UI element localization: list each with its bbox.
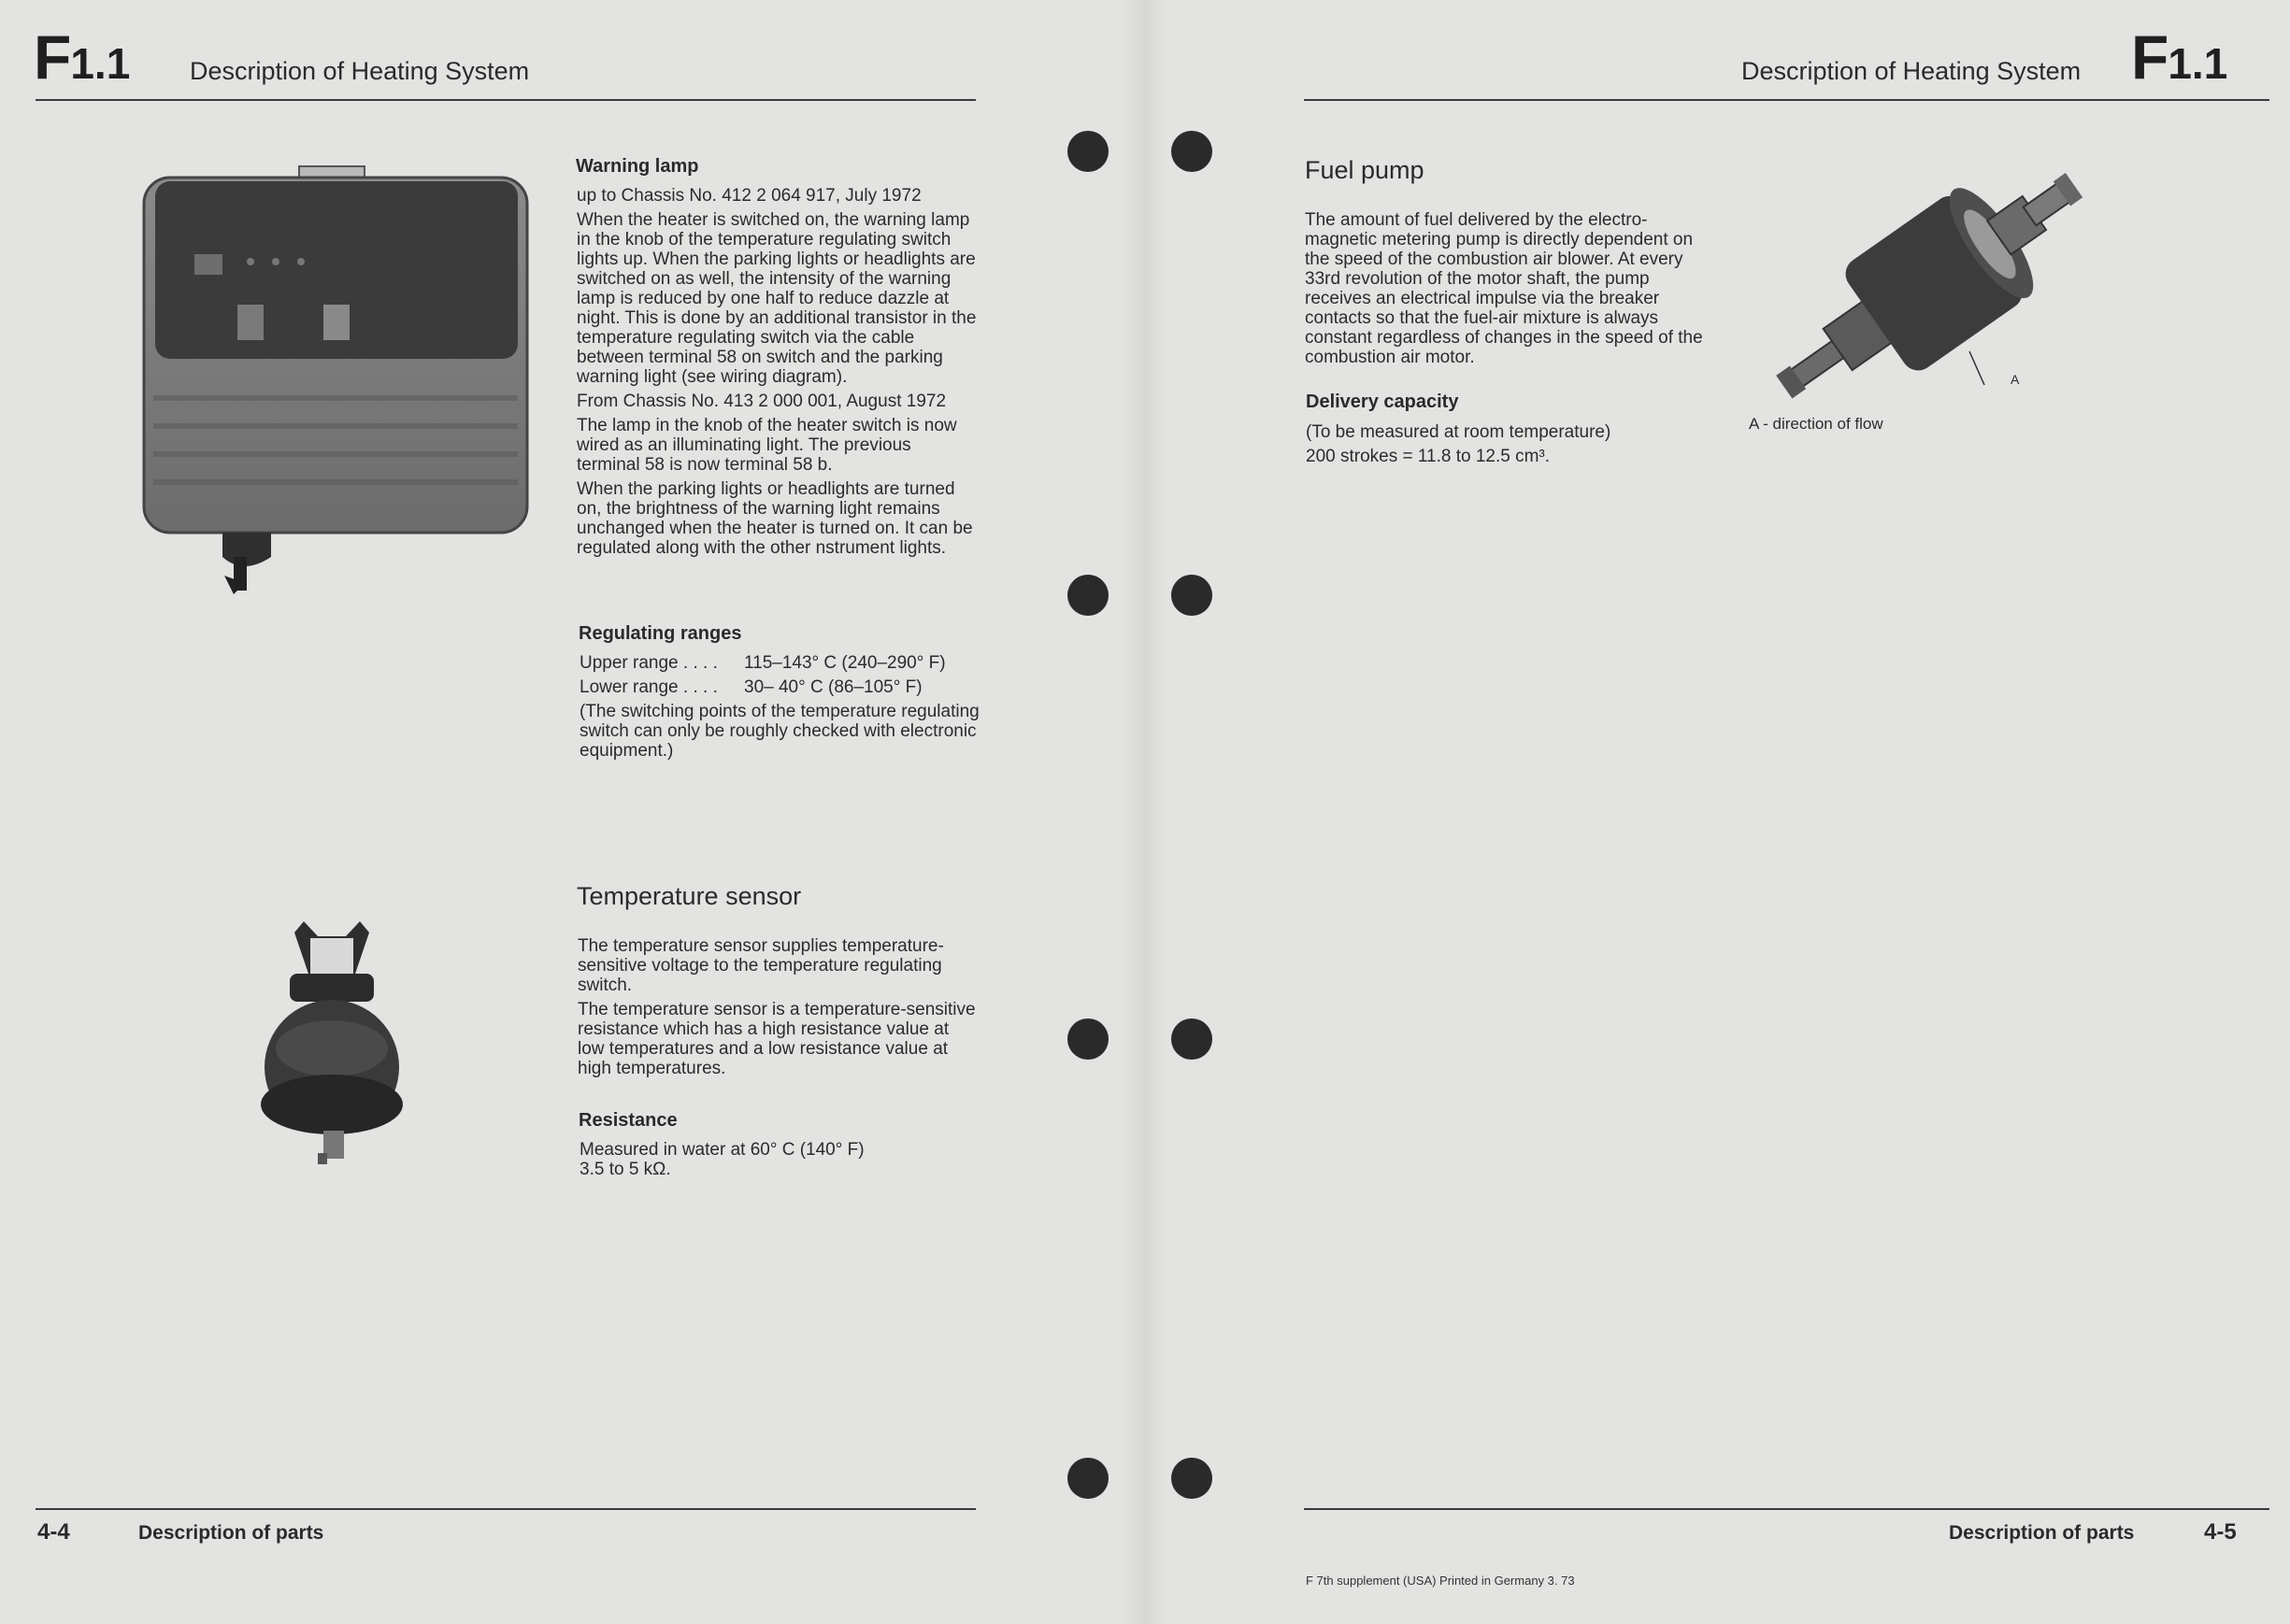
section-number: 1.1 [2168, 39, 2228, 88]
resistance-line-2: 3.5 to 5 kΩ. [580, 1160, 671, 1179]
section-letter: F [34, 22, 71, 92]
warning-lamp-text [577, 186, 979, 563]
regulating-ranges-table [580, 653, 981, 761]
temperature-regulating-switch-illustration [140, 164, 533, 613]
temperature-sensor-text [578, 936, 980, 1083]
page-header-title: Description of Heating System [1741, 57, 2082, 85]
fuel-pump-paragraph: The amount of fuel delivered by the electro-magnetic metering pump is directly dependent on the speed of the combustion air blower. At every 33rd revolution of the motor shaft, the pump receives an electrical impulse via the breaker contacts so that the fuel-air mixture is always constant regardless of changes in the speed of the combustion air motor. [1305, 210, 1703, 367]
resistance-text [580, 1140, 981, 1179]
page-number: 4-5 [2204, 1519, 2237, 1545]
temperature-sensor-paragraph-1: The temperature sensor supplies temperature-sensitive voltage to the temperature regulating switch. [578, 936, 944, 995]
header-rule [36, 99, 976, 101]
upper-range-row [580, 653, 981, 673]
figure-caption: A - direction of flow [1749, 415, 1883, 433]
fuel-pump-illustration [1743, 155, 2117, 417]
lower-range-row [580, 677, 981, 697]
page-number: 4-4 [37, 1519, 70, 1545]
warning-lamp-paragraph-2: The lamp in the knob of the heater switch is now wired as an illuminating light. The previous terminal 58 is now terminal 58 b. [577, 416, 957, 475]
upper-range-label: Upper range . . . . [580, 653, 718, 673]
section-code [2131, 22, 2228, 92]
regulating-ranges-note: (The switching points of the temperature regulating switch can only be roughly checked with electronic equipment.) [580, 702, 980, 761]
temperature-sensor-heading: Temperature sensor [577, 882, 802, 910]
section-letter: F [2131, 22, 2168, 92]
upper-range-value: 115–143° C (240–290° F) [744, 653, 946, 673]
temperature-sensor-illustration [252, 918, 411, 1179]
chassis-range-2: From Chassis No. 413 2 000 001, August 1972 [577, 392, 947, 411]
lower-range-label: Lower range . . . . [580, 677, 718, 697]
temperature-sensor-paragraph-2: The temperature sensor is a temperature-sensitive resistance which has a high resistance value at low temperatures and a low resistance value at high temperatures. [578, 1000, 976, 1078]
footer-title: Description of parts [1949, 1522, 2135, 1544]
footer-title: Description of parts [138, 1522, 324, 1544]
warning-lamp-paragraph-1: When the heater is switched on, the warning lamp in the knob of the temperature regulating switch lights up. When the parking lights or headlights are switched on as well, the intensity of the warning lamp is reduced by one half to reduce dazzle at night. This is done by an additional transistor in the temperature regulating switch via the cable between terminal 58 on switch and the parking warning light (see wiring diagram). [577, 210, 977, 387]
resistance-line-1: Measured in water at 60° C (140° F) [580, 1140, 865, 1160]
header-rule [1304, 99, 2269, 101]
delivery-capacity-heading: Delivery capacity [1306, 392, 1459, 412]
print-note: F 7th supplement (USA) Printed in Germany 3. 73 [1306, 1574, 1575, 1588]
footer-rule [36, 1508, 976, 1510]
right-page [1145, 0, 2290, 1624]
figure-label-a: A [2011, 372, 2020, 387]
chassis-range-1: up to Chassis No. 412 2 064 917, July 1972 [577, 186, 922, 206]
lower-range-value: 30– 40° C (86–105° F) [744, 677, 923, 697]
delivery-capacity-text [1306, 422, 1708, 466]
resistance-heading: Resistance [579, 1110, 678, 1131]
section-number: 1.1 [70, 39, 131, 88]
footer-rule [1304, 1508, 2269, 1510]
warning-lamp-heading: Warning lamp [576, 156, 699, 177]
delivery-capacity-line-1: (To be measured at room temperature) [1306, 422, 1611, 442]
fuel-pump-heading: Fuel pump [1305, 156, 1424, 184]
page-header-title: Description of Heating System [190, 57, 530, 85]
fuel-pump-text [1305, 210, 1707, 372]
section-code [34, 22, 131, 92]
regulating-ranges-heading: Regulating ranges [579, 623, 742, 644]
warning-lamp-paragraph-3: When the parking lights or headlights are turned on, the brightness of the warning light remains unchanged when the heater is turned on. It can be regulated along with the other nstrument lights. [577, 479, 973, 558]
delivery-capacity-line-2: 200 strokes = 11.8 to 12.5 cm³. [1306, 447, 1551, 466]
